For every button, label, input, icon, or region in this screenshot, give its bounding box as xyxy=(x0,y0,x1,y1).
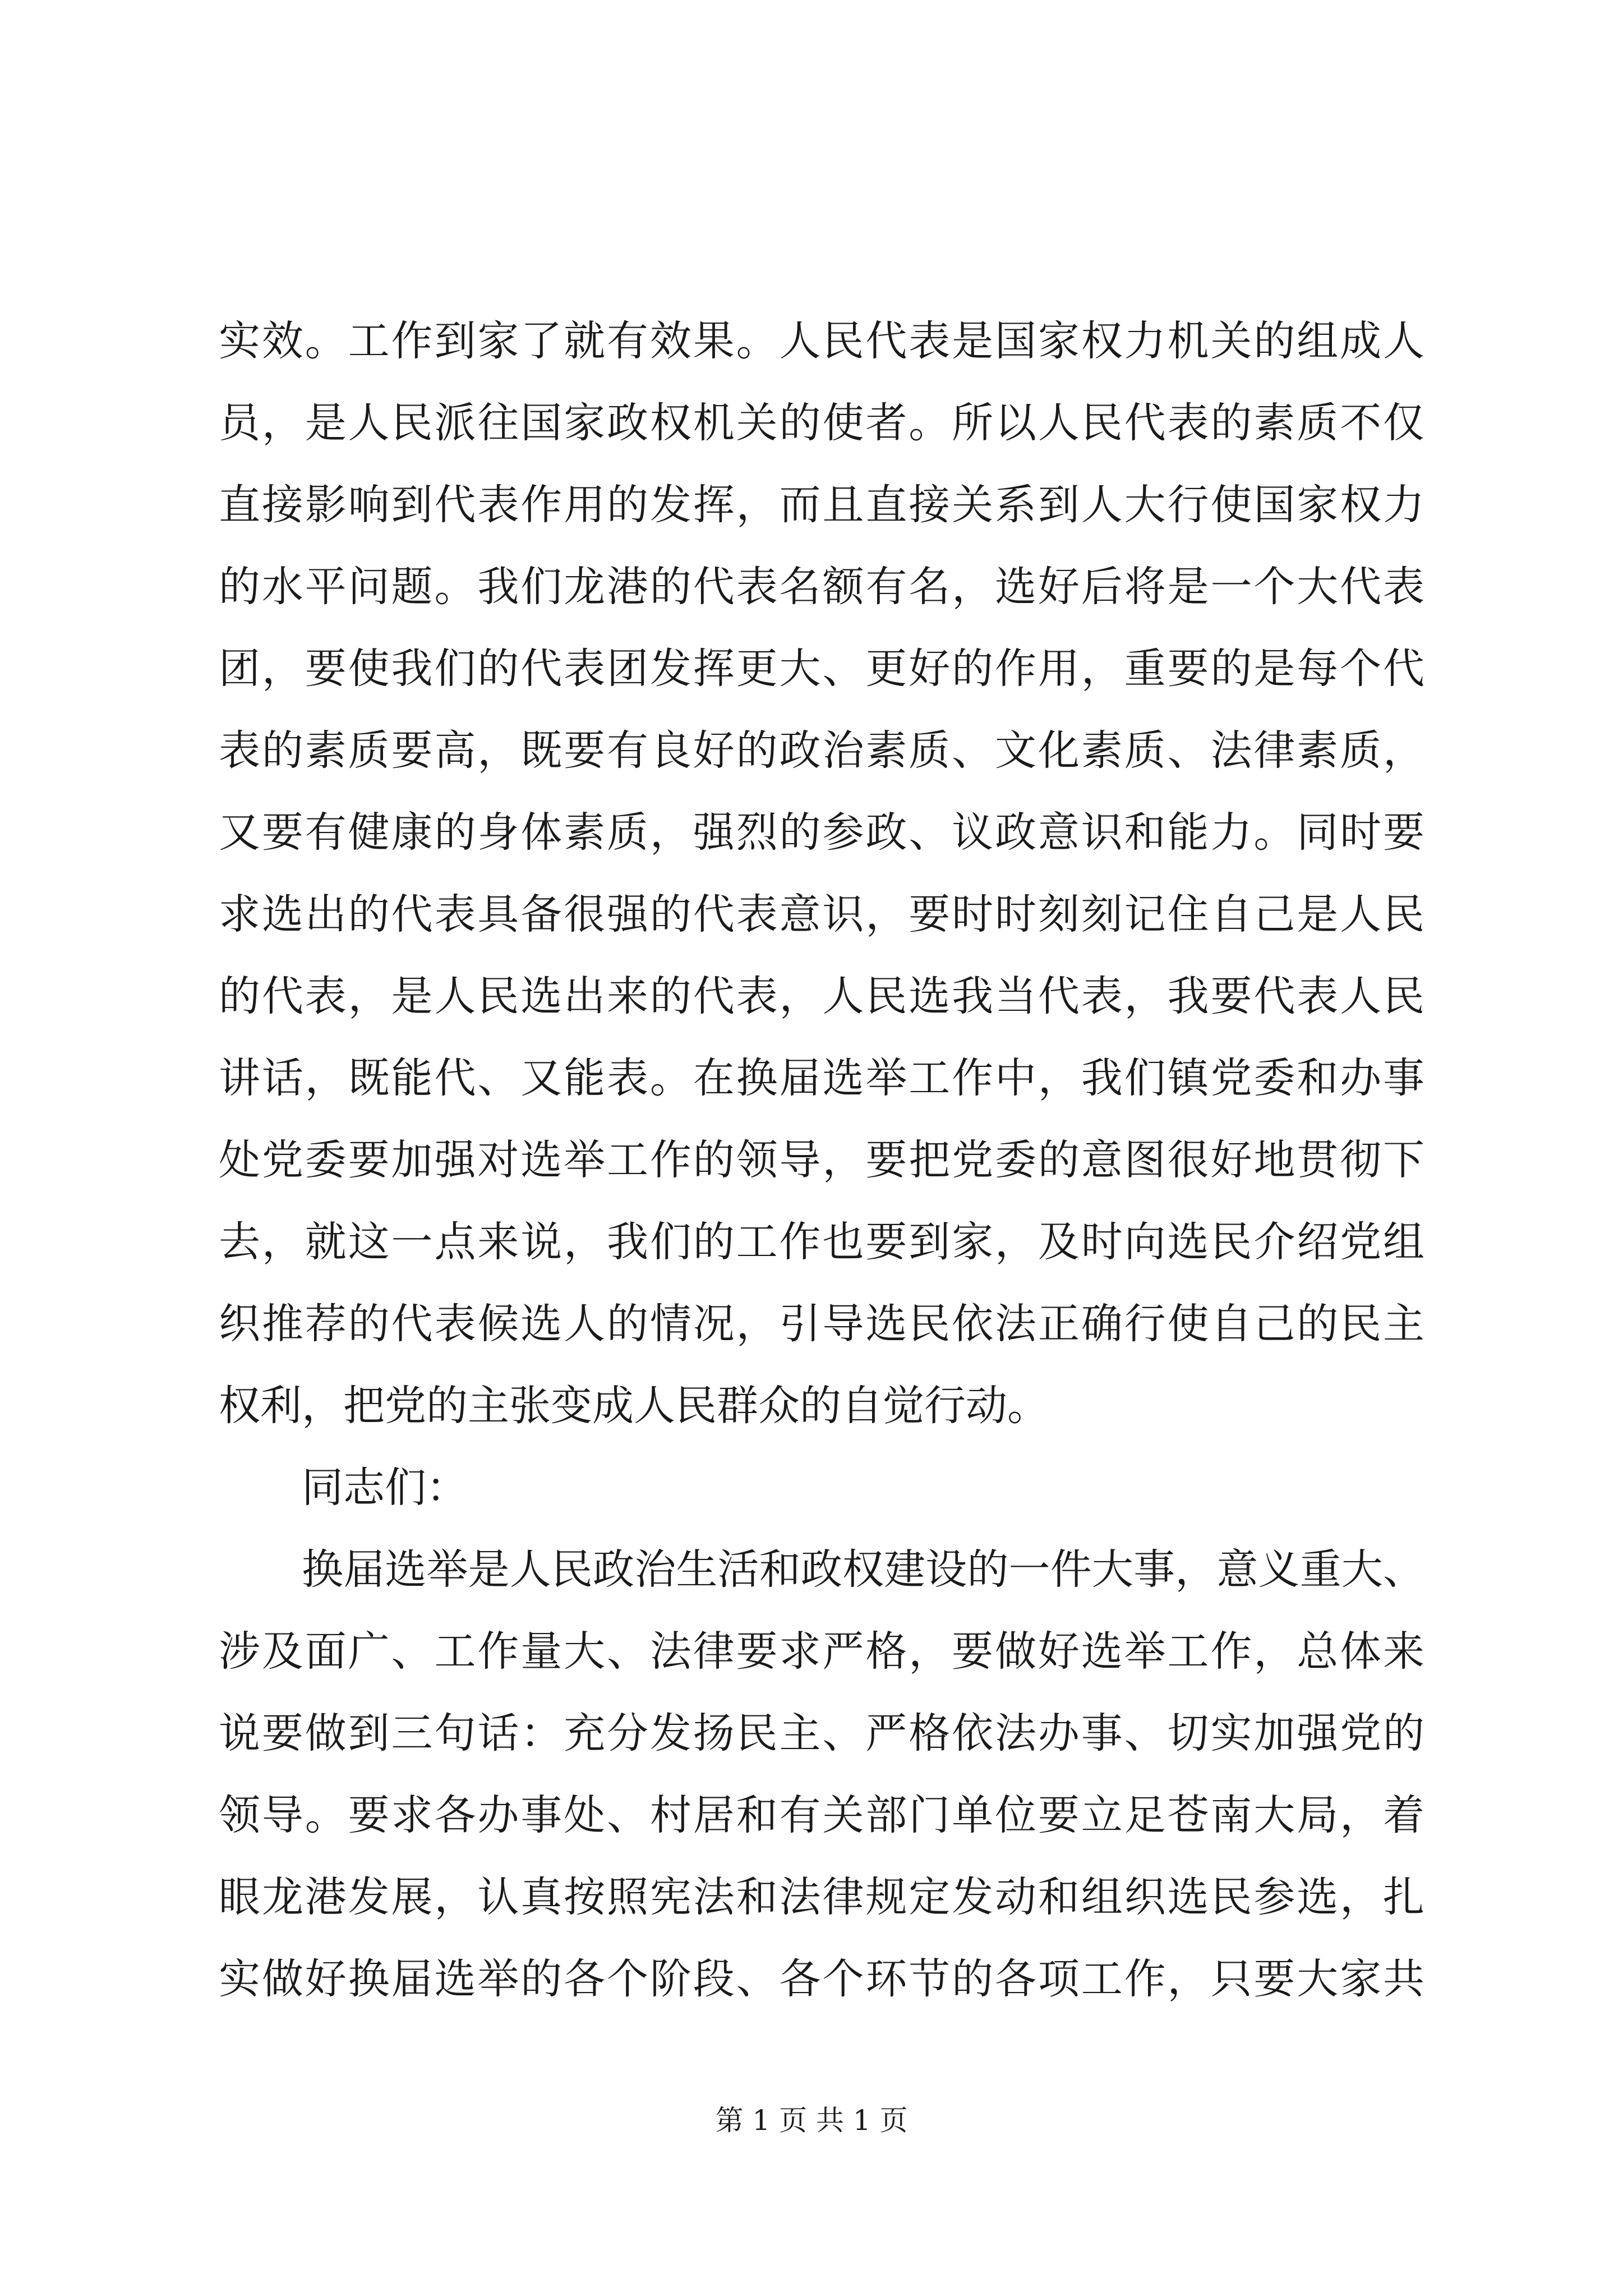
text-line: 实做好换届选举的各个阶段、各个环节的各项工作，只要大家共 xyxy=(219,1955,1424,2003)
document-body xyxy=(219,300,1424,2020)
text-line: 又要有健康的身体素质，强烈的参政、议政意识和能力。同时要 xyxy=(219,808,1424,857)
text-line: 的水平问题。我们龙港的代表名额有名，选好后将是一个大代表 xyxy=(219,563,1424,611)
text-line: 换届选举是人民政治生活和政权建设的一件大事，意义重大、 xyxy=(302,1545,1424,1594)
page-footer xyxy=(0,2101,1623,2140)
text-line: 涉及面广、工作量大、法律要求严格，要做好选举工作，总体来 xyxy=(219,1627,1424,1676)
salutation: 同志们： xyxy=(302,1464,468,1512)
text-line: 权利，把党的主张变成人民群众的自觉行动。 xyxy=(219,1382,1049,1430)
text-line: 实效。工作到家了就有效果。人民代表是国家权力机关的组成人 xyxy=(219,317,1424,365)
page-number-label: 第 1 页 共 1 页 xyxy=(715,2104,908,2137)
text-line: 讲话，既能代、又能表。在换届选举工作中，我们镇党委和办事 xyxy=(219,1054,1424,1102)
text-line: 眼龙港发展，认真按照宪法和法律规定发动和组织选民参选，扎 xyxy=(219,1873,1424,1921)
text-line: 说要做到三句话：充分发扬民主、严格依法办事、切实加强党的 xyxy=(219,1709,1424,1757)
text-line: 织推荐的代表候选人的情况，引导选民依法正确行使自己的民主 xyxy=(219,1300,1424,1348)
text-line: 表的素质要高，既要有良好的政治素质、文化素质、法律素质， xyxy=(219,726,1424,775)
text-line: 团，要使我们的代表团发挥更大、更好的作用，重要的是每个代 xyxy=(219,645,1424,693)
text-line: 去，就这一点来说，我们的工作也要到家，及时向选民介绍党组 xyxy=(219,1218,1424,1266)
text-line: 领导。要求各办事处、村居和有关部门单位要立足苍南大局，着 xyxy=(219,1791,1424,1839)
text-line: 直接影响到代表作用的发挥，而且直接关系到人大行使国家权力 xyxy=(219,481,1424,529)
text-line: 求选出的代表具备很强的代表意识，要时时刻刻记住自己是人民 xyxy=(219,890,1424,938)
text-line: 员，是人民派往国家政权机关的使者。所以人民代表的素质不仅 xyxy=(219,399,1424,447)
text-line: 处党委要加强对选举工作的领导，要把党委的意图很好地贯彻下 xyxy=(219,1136,1424,1184)
text-line: 的代表，是人民选出来的代表，人民选我当代表，我要代表人民 xyxy=(219,972,1424,1020)
